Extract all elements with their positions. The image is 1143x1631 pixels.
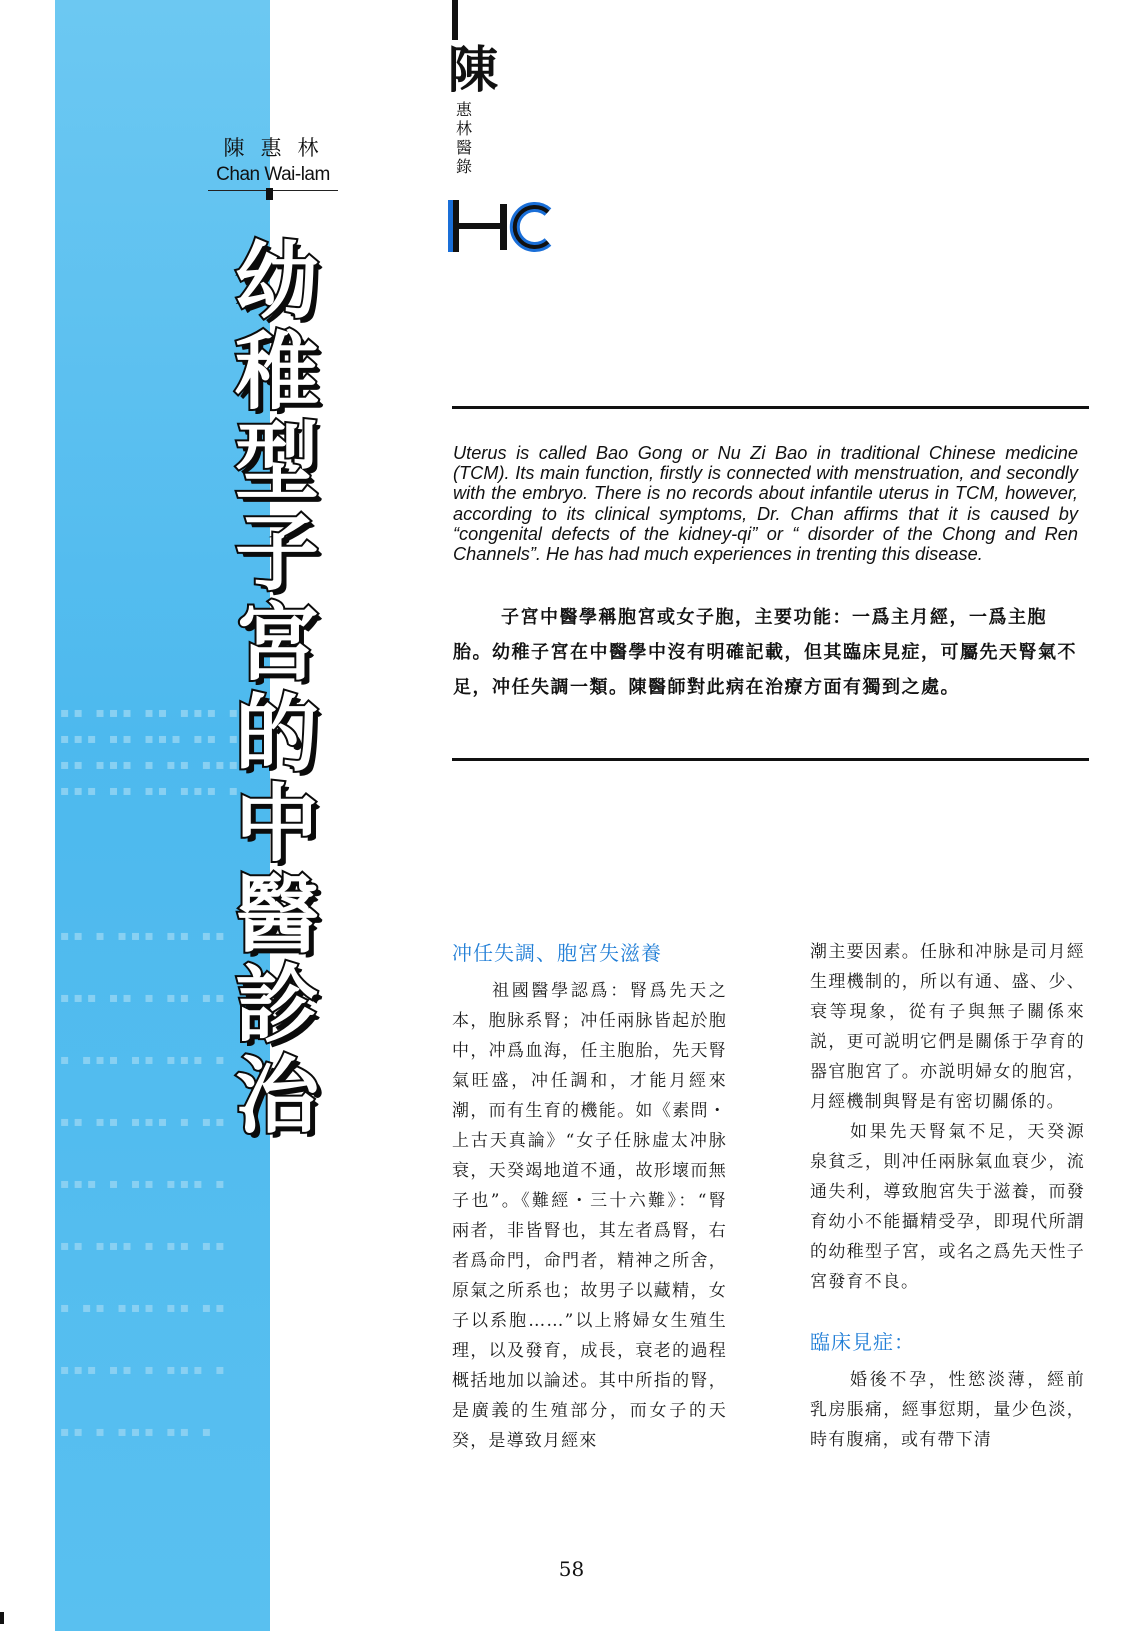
title-char: 稚 — [234, 322, 319, 421]
title-marker — [266, 188, 273, 200]
body-paragraph: 婚後不孕，性慾淡薄，經前乳房脹痛，經事愆期，量少色淡，時有腹痛，或有帶下清 — [810, 1370, 1085, 1450]
title-char: 的 — [234, 684, 319, 783]
title-char: 幼 — [234, 232, 319, 330]
scan-corner-mark — [0, 1612, 4, 1624]
abstract-chinese: 子宮中醫學稱胞宮或女子胞，主要功能：一爲主月經，一爲主胞胎。幼稚子宮在中醫學中沒有明確記載，但其臨床見症，可屬先天腎氣不足，冲任失調一類。陳醫師對此病在治療方面有獨到之處。 — [453, 607, 1077, 698]
column-sub-char: 林 — [455, 119, 472, 138]
column-header-subtitle — [453, 100, 475, 176]
title-char: 子 — [234, 503, 319, 602]
body-paragraph: 祖國醫學認爲：腎爲先天之本，胞脉系腎；冲任兩脉皆起於胞中，冲爲血海，任主胞胎，先天腎氣旺盛，冲任調和，才能月經來潮，而有生育的機能。如《素問・上古天真論》“女子任脉虛太冲脉衰，天癸竭地道不通，故形壞而無子也”。《難經・三十六難》：“腎兩者，非皆腎也，其左者爲腎，右者爲命門，命門者，精神之所舍，原氣之所系也；故男子以藏精，女子以系胞……”以上將婦女生殖生理，以及發育，成長，衰老的過程概括地加以論述。其中所指的腎，是廣義的生殖部分，而女子的天癸，是導致月經來 — [452, 981, 727, 1451]
column-sub-char: 錄 — [455, 157, 472, 176]
title-char: 診 — [234, 956, 319, 1054]
title-char: 治 — [234, 1046, 319, 1145]
body-paragraph: 如果先天腎氣不足，天癸源泉貧乏，則冲任兩脉氣血衰少，流通失利，導致胞宮失于滋養，而發育幼小不能攝精受孕，即現代所謂的幼稚型子宮，或名之爲先天性子宮發育不良。 — [810, 1122, 1085, 1292]
title-char: 中 — [234, 775, 319, 873]
column-header-bar — [452, 0, 458, 40]
body-column-left — [452, 938, 727, 1456]
abstract-english: Uterus is called Bao Gong or Nu Zi Bao in traditional Chinese medicine (TCM). Its main function, firstly is connected with menstruation, and secondly with the embryo. There is no records about infantile uterus in TCM, however, according to its clinical symptoms, Dr. Chan affirms that it is caused by “congenital defects of the kidney-qi” or “ disorder of the Chong and Ren Channels”. He has had much experiences in trenting this disease. — [453, 443, 1078, 565]
title-char: 型 — [234, 413, 319, 511]
column-sub-char: 惠 — [455, 100, 472, 119]
body-column-right — [810, 937, 1085, 1455]
body-paragraph-continued: 潮主要因素。任脉和冲脉是司月經生理機制的，所以有通、盛、少、衰等現象，從有子與無子關係來説，更可説明它們是關係于孕育的器官胞宮了。亦説明婦女的胞宮，月經機制與腎是有密切關係的。 — [810, 942, 1085, 1112]
page-number: 58 — [558, 1557, 585, 1581]
article-title — [222, 232, 332, 1145]
column-sub-char: 醫 — [455, 138, 472, 157]
show-through-text-lower: ▪▪ ▪ ▪▪▪ ▪▪ ▪▪ ▪▪▪ ▪▪ ▪ ▪▪ ▪▪ ▪ ▪▪▪ ▪▪ ▪▪▪ ▪ ▪▪ ▪▪ ▪▪▪ ▪ ▪▪ ▪▪▪ ▪ ▪▪ ▪▪▪ ▪ ▪▪ ▪▪▪ ▪ ▪▪ ▪▪ ▪ ▪▪ ▪▪▪ ▪▪ ▪▪ ▪▪▪ ▪▪ ▪ ▪▪▪ ▪ ▪▪ ▪ ▪▪▪ ▪▪ ▪ — [60, 928, 229, 1440]
title-char: 宮 — [234, 594, 319, 692]
abstract-bottom-rule — [452, 758, 1089, 761]
show-through-text: ▪▪ ▪▪▪ ▪▪ ▪▪▪ ▪▪ ▪▪▪ ▪▪ ▪▪▪ ▪▪ ▪ ▪▪ ▪▪▪ ▪ ▪▪ ▪▪▪ ▪▪▪ ▪▪ ▪▪ ▪▪▪ ▪ — [60, 705, 256, 799]
author-byline — [208, 132, 338, 191]
column-header-char: 陳 — [448, 41, 498, 99]
author-name-zh: 陳惠林 — [223, 136, 335, 160]
section-heading: 冲任失調、胞宮失滋養 — [452, 941, 662, 965]
section-heading: 臨床見症： — [810, 1330, 915, 1354]
author-name-en: Chan Wai-lam — [208, 164, 338, 191]
title-char: 醫 — [234, 865, 319, 964]
logo-hc-icon — [448, 200, 568, 256]
abstract-top-rule — [452, 406, 1089, 409]
